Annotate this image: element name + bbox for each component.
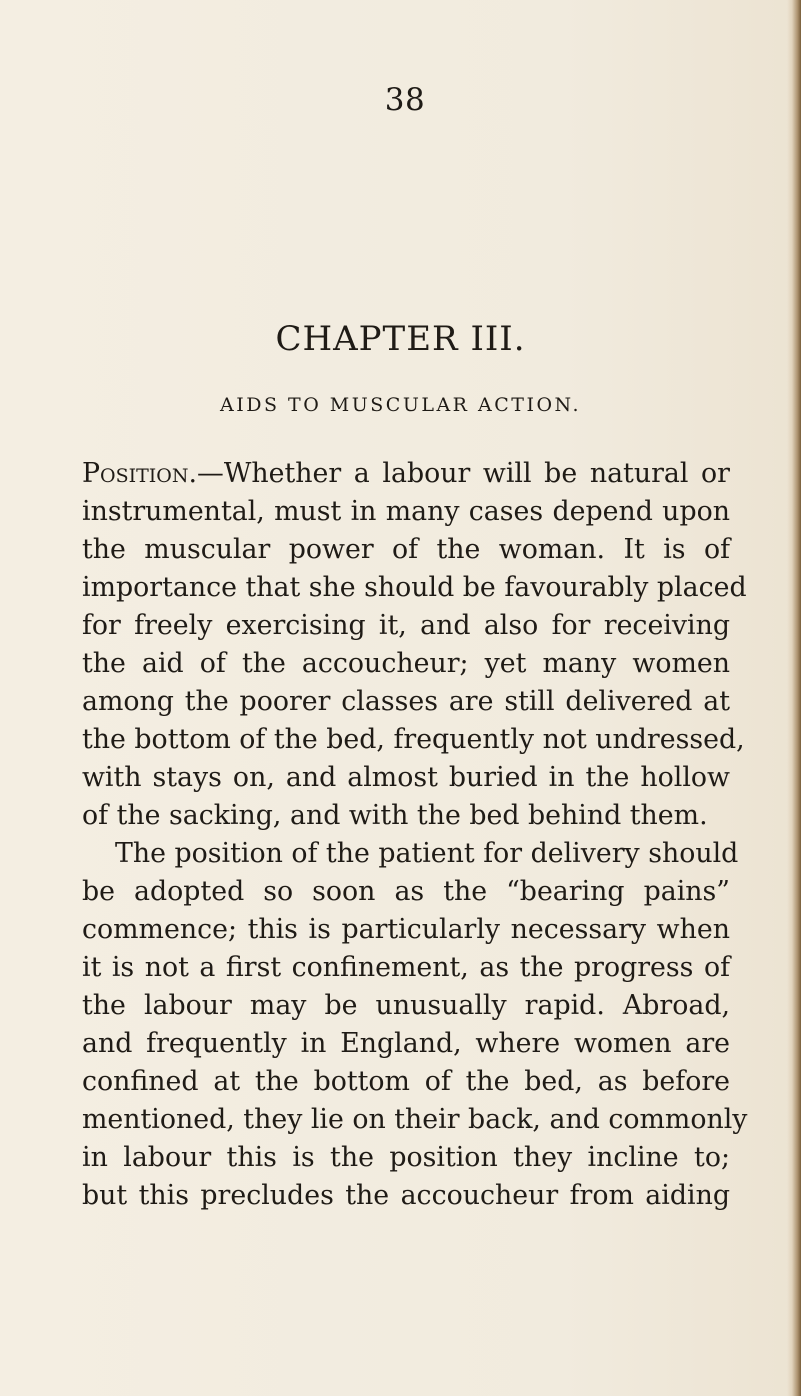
page-number: 38 xyxy=(384,82,426,118)
text-line: in labour this is the position they incline to; xyxy=(82,1142,730,1173)
lead-term: Position. xyxy=(82,458,198,489)
chapter-subtitle: AIDS TO MUSCULAR ACTION. xyxy=(220,394,581,416)
text-line: the labour may be unusually rapid. Abroad, xyxy=(82,990,730,1021)
text-line: The position of the patient for delivery should xyxy=(115,838,739,869)
text-line: among the poorer classes are still delivered at xyxy=(82,686,730,717)
body-text xyxy=(82,455,748,1215)
text-line: be adopted so soon as the “bearing pains” xyxy=(82,876,730,907)
chapter-heading: CHAPTER III. xyxy=(275,319,526,359)
text-line: the muscular power of the woman. It is of xyxy=(82,534,730,565)
text-line: of the sacking, and with the bed behind them. xyxy=(82,800,708,831)
text-line: the bottom of the bed, frequently not undressed, xyxy=(82,724,745,755)
text-line: confined at the bottom of the bed, as before xyxy=(82,1066,730,1097)
text-line: commence; this is particularly necessary when xyxy=(82,914,730,945)
text-line: instrumental, must in many cases depend upon xyxy=(82,496,730,527)
line-text: —Whether a labour will be natural or xyxy=(197,458,730,489)
text-line: mentioned, they lie on their back, and commonly xyxy=(82,1104,748,1135)
text-line: for freely exercising it, and also for receiving xyxy=(82,610,730,641)
text-line xyxy=(82,455,730,493)
page-edge xyxy=(787,0,801,1396)
text-line: the aid of the accoucheur; yet many women xyxy=(82,648,730,679)
text-line: it is not a first confinement, as the progress of xyxy=(82,952,730,983)
text-line: importance that she should be favourably placed xyxy=(82,572,747,603)
text-line: and frequently in England, where women are xyxy=(82,1028,730,1059)
text-line: but this precludes the accoucheur from aiding xyxy=(82,1180,730,1211)
text-line: with stays on, and almost buried in the hollow xyxy=(82,762,730,793)
